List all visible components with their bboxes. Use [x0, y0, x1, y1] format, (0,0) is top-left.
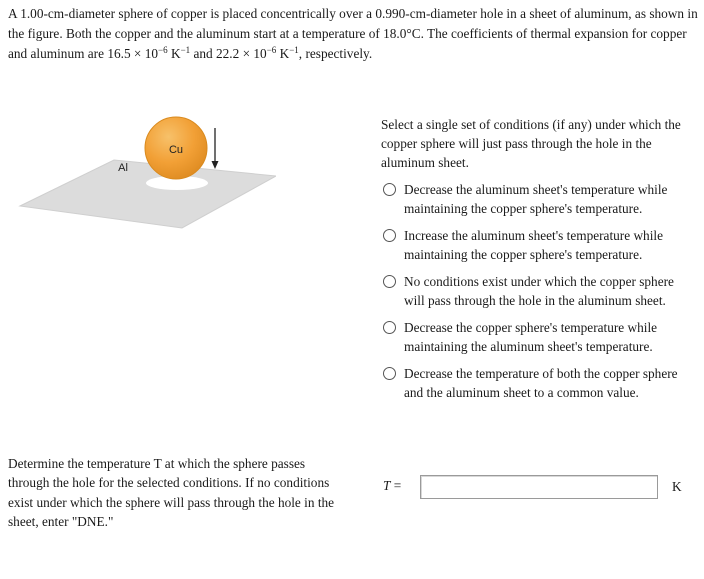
unit-text: K — [167, 46, 181, 61]
variable-symbol: T — [383, 478, 391, 493]
intro-text: , respectively. — [298, 46, 373, 61]
option-4[interactable] — [383, 318, 695, 364]
option-label: No conditions exist under which the copper sphere will pass through the hole in the aluminum sheet. — [404, 274, 674, 308]
unit-label: K — [672, 479, 682, 494]
exponent: −1 — [180, 45, 191, 55]
radio-button[interactable] — [383, 183, 396, 196]
intro-text: A 1.00-cm-diameter sphere of copper is placed concentrically over a 0.990-cm-diameter hole in a sheet of aluminum, as shown in the figure. Both the copper and the aluminum start at a temperature of 18.0°C. The coefficients of thermal expansion for copper and aluminum are 16.5 × 10 — [8, 6, 698, 61]
radio-button[interactable] — [383, 367, 396, 380]
option-label: Increase the aluminum sheet's temperature while maintaining the copper sphere's temperature. — [404, 228, 663, 262]
option-2[interactable] — [383, 226, 695, 272]
temperature-label — [383, 478, 401, 494]
option-3[interactable] — [383, 272, 695, 318]
sphere-label: Cu — [168, 144, 184, 156]
aluminum-sheet — [20, 160, 276, 228]
option-5[interactable] — [383, 364, 695, 410]
option-1[interactable] — [383, 180, 695, 226]
temperature-instructions: Determine the temperature T at which the sphere passes through the hole for the selected conditions. If no conditions exist under which the sphere will pass through the hole in the sheet, enter "DNE." — [8, 456, 335, 529]
arrow-head — [212, 161, 219, 169]
exponent: −6 — [266, 45, 277, 55]
exponent: −6 — [158, 45, 168, 55]
option-label: Decrease the aluminum sheet's temperature while maintaining the copper sphere's temperature. — [404, 182, 668, 216]
radio-button[interactable] — [383, 229, 396, 242]
temperature-input[interactable] — [420, 475, 658, 499]
radio-button[interactable] — [383, 275, 396, 288]
intro-text: and 22.2 × 10 — [190, 46, 267, 61]
sheet-label: Al — [118, 162, 128, 174]
option-label: Decrease the temperature of both the copper sphere and the aluminum sheet to a common value. — [404, 366, 678, 400]
exponent: −1 — [289, 45, 299, 55]
radio-button[interactable] — [383, 321, 396, 334]
option-label: Decrease the copper sphere's temperature while maintaining the aluminum sheet's temperature. — [404, 320, 658, 354]
sphere-over-hole-figure — [14, 112, 276, 234]
unit-text: K — [276, 46, 290, 61]
answer-options — [383, 180, 695, 410]
problem-statement — [8, 4, 698, 64]
equals-sign: = — [390, 478, 402, 493]
question-prompt: Select a single set of conditions (if any) under which the copper sphere will just pass through the hole in the aluminum sheet. — [381, 117, 681, 170]
